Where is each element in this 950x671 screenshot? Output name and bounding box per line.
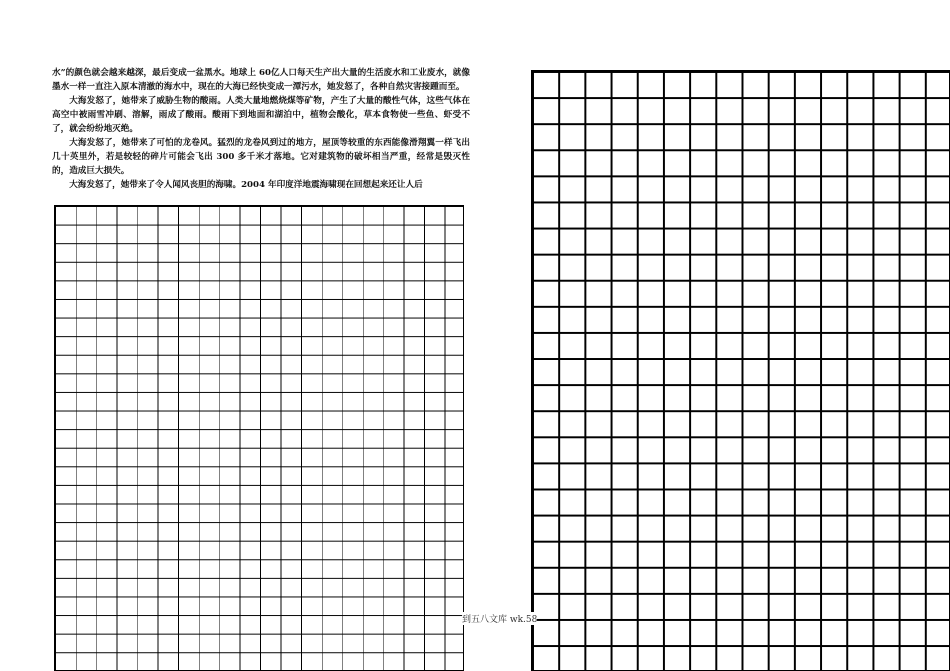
paragraph-4: 大海发怒了，她带来了令人闻风丧胆的海啸。2004 年印度洋地震海啸现在回想起来还让人后 <box>69 180 423 190</box>
writing-grid-right <box>531 70 950 671</box>
footer-watermark: 到五八文库 wk.58 <box>462 612 537 625</box>
essay-text <box>52 66 470 192</box>
writing-grid-left <box>54 205 464 671</box>
paragraph-3: 大海发怒了，她带来了可怕的龙卷风。猛烈的龙卷风到过的地方，屋顶等较重的东西能像滑翔翼一样飞出几十英里外，若是较轻的碎片可能会飞出 300 多千米才落地。它对建筑物的破坏相当严重，经常是毁灭性的，造成巨大损失。 <box>52 138 470 176</box>
paragraph-1: 水”的颜色就会越来越深，最后变成一盆黑水。地球上 60亿人口每天生产出大量的生活废水和工业废水，就像墨水一样一直注入原本清澈的海水中，现在的大海已经快变成一潭污水，她发怒了，各种自然灾害接踵而至。 <box>52 68 470 92</box>
paragraph-2: 大海发怒了，她带来了威胁生物的酸雨。人类大量地燃烧煤等矿物，产生了大量的酸性气体，这些气体在高空中被雨雪冲刷、溶解，雨成了酸雨。酸雨下到地面和湖泊中，植物会酸化，草本食物使一些鱼、虾受不了，就会纷纷地灭绝。 <box>52 96 470 134</box>
